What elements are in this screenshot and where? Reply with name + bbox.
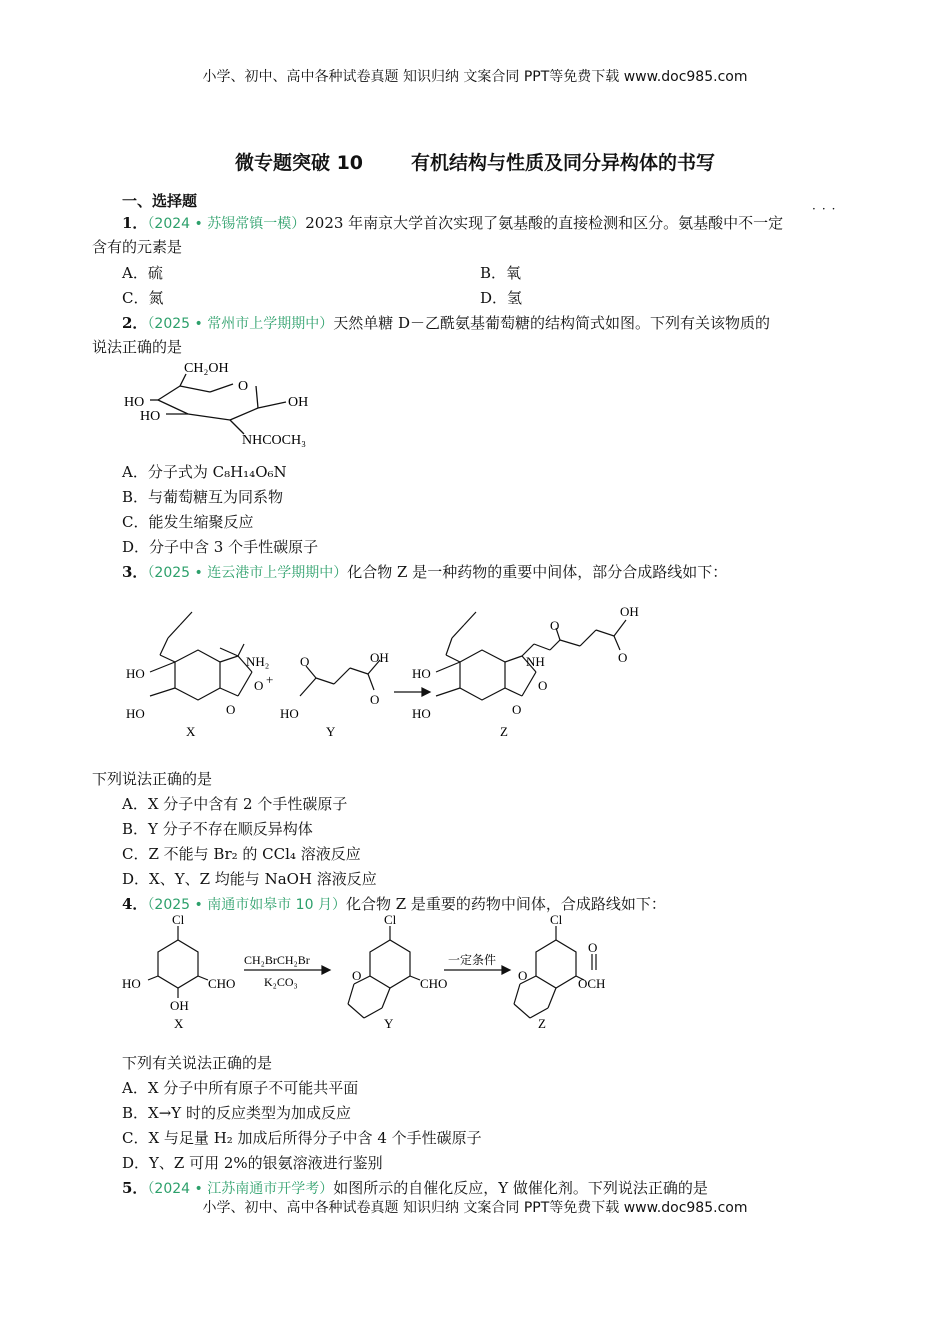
z-acid-o: O — [618, 650, 628, 665]
q4-option-a: A．X 分子中所有原子不可能共平面 — [122, 1079, 359, 1097]
z-carbonyl-o: O — [588, 940, 598, 955]
question-2-text: 天然单糖 D－乙酰氨基葡萄糖的结构简式如图。下列有关该物质的 — [333, 314, 771, 332]
footer-banner: 小学、初中、高中各种试卷真题 知识归纳 文案合同 PPT等免费下载 www.doc985.com — [202, 1200, 748, 1216]
question-1-text: 2023 年南京大学首次实现了氨基酸的直接检测和区分。氨基酸中不一定 — [305, 214, 784, 232]
q1-option-c: C．氮 — [122, 289, 164, 307]
question-1-number: 1． — [122, 214, 148, 232]
z-ring-o: O — [512, 702, 522, 717]
ring-oxygen-label: O — [238, 379, 249, 394]
z-amide-o: O — [550, 618, 560, 633]
z-cl: Cl — [550, 912, 563, 927]
q4-reaction-scheme — [118, 908, 638, 1036]
label-z: Z — [500, 724, 508, 739]
page-title — [0, 148, 950, 175]
z-oh: OH — [620, 604, 639, 619]
q2-option-b: B．与葡萄糖互为同系物 — [122, 488, 284, 506]
q4-option-c: C．X 与足量 H₂ 加成后所得分子中含 4 个手性碳原子 — [122, 1129, 482, 1147]
question-1-line1 — [122, 212, 882, 235]
question-2-line1 — [122, 312, 882, 335]
section-heading: 一、选择题 — [122, 192, 198, 210]
title-topic-name: 有机结构与性质及同分异构体的书写 — [411, 152, 716, 174]
question-3-source: （2025 • 连云港市上学期期中） — [147, 565, 348, 581]
z-o-1: O — [518, 968, 528, 983]
y-ho: HO — [280, 706, 299, 721]
y-o-2: O — [370, 692, 380, 707]
q4-label-z: Z — [538, 1016, 546, 1031]
question-3-lead: 下列说法正确的是 — [92, 770, 213, 788]
question-1-line2: 含有的元素是 — [92, 238, 183, 256]
q4-label-x: X — [174, 1016, 184, 1031]
y-cho: CHO — [420, 976, 448, 991]
z-ho-2: HO — [412, 706, 431, 721]
nhcoch3-label: NHCOCH₃ — [242, 433, 306, 448]
question-2-number: 2． — [122, 314, 148, 332]
question-4-lead: 下列有关说法正确的是 — [122, 1054, 273, 1072]
glucosamine-structure — [118, 356, 338, 456]
q3-option-c: C．Z 不能与 Br₂ 的 CCl₄ 溶液反应 — [122, 845, 361, 863]
q3-option-d: D．X、Y、Z 均能与 NaOH 溶液反应 — [122, 870, 377, 888]
q4-label-y: Y — [384, 1016, 394, 1031]
q1-option-b: B．氧 — [480, 264, 522, 282]
question-2-line2: 说法正确的是 — [92, 338, 183, 356]
x-nh2: NH₂ — [246, 654, 270, 669]
header-banner: 小学、初中、高中各种试卷真题 知识归纳 文案合同 PPT等免费下载 www.doc985.com — [202, 69, 748, 85]
x-ho-1: HO — [126, 666, 145, 681]
q2-option-a: A．分子式为 C₈H₁₄O₆N — [122, 463, 287, 481]
question-3-line1 — [122, 561, 882, 584]
q1-option-a: A．硫 — [122, 264, 163, 282]
ho-label-1: HO — [124, 395, 145, 410]
q4-option-d: D．Y、Z 可用 2%的银氨溶液进行鉴别 — [122, 1154, 383, 1172]
z-nh: NH — [526, 654, 545, 669]
label-y: Y — [326, 724, 336, 739]
x-cl: Cl — [172, 912, 185, 927]
question-5-text: 如图所示的自催化反应，Y 做催化剂。下列说法正确的是 — [333, 1179, 708, 1197]
question-2-source: （2025 • 常州市上学期期中） — [147, 316, 334, 332]
z-ho-1: HO — [412, 666, 431, 681]
y-o-1: O — [352, 968, 362, 983]
x-cho: CHO — [208, 976, 236, 991]
x-ho-2: HO — [126, 706, 145, 721]
y-cl: Cl — [384, 912, 397, 927]
y-oh: OH — [370, 650, 389, 665]
reagent-top: CH₂BrCH₂Br — [244, 953, 310, 967]
question-5-number: 5． — [122, 1179, 148, 1197]
q3-option-b: B．Y 分子不存在顺反异构体 — [122, 820, 313, 838]
oh-label: OH — [288, 395, 309, 410]
x-ho: HO — [122, 976, 141, 991]
q1-option-d: D．氢 — [480, 289, 523, 307]
question-5-source: （2024 • 江苏南通市开学考） — [147, 1181, 334, 1197]
label-x: X — [186, 724, 196, 739]
q3-reaction-scheme — [120, 600, 660, 745]
question-4-source: （2025 • 南通市如皋市 10 月） — [147, 897, 346, 913]
question-1-source: （2024 • 苏锡常镇一模） — [147, 216, 306, 232]
question-4-number: 4． — [122, 895, 148, 913]
question-4-text: 化合物 Z 是重要的药物中间体，合成路线如下： — [345, 895, 666, 913]
x-ring-o: O — [226, 702, 236, 717]
question-3-text: 化合物 Z 是一种药物的重要中间体，部分合成路线如下： — [347, 563, 728, 581]
plus-sign: + — [266, 672, 274, 687]
emphasis-dots: ··· — [812, 202, 842, 216]
z-carbonyl-o: O — [538, 678, 548, 693]
ho-label-2: HO — [140, 409, 161, 424]
q3-option-a: A．X 分子中含有 2 个手性碳原子 — [122, 795, 348, 813]
q4-option-b: B．X→Y 时的反应类型为加成反应 — [122, 1104, 351, 1122]
q2-option-c: C．能发生缩聚反应 — [122, 513, 254, 531]
x-oh: OH — [170, 998, 189, 1013]
y-o-1: O — [300, 654, 310, 669]
reagent-bottom: K₂CO₃ — [264, 975, 298, 989]
condition-label: 一定条件 — [448, 953, 497, 967]
ch2oh-label: CH₂OH — [184, 361, 229, 376]
x-carbonyl-o: O — [254, 678, 264, 693]
title-topic-number: 微专题突破 10 — [234, 152, 364, 174]
question-3-number: 3． — [122, 563, 148, 581]
q2-option-d: D．分子中含 3 个手性碳原子 — [122, 538, 319, 556]
z-och: OCH — [578, 976, 606, 991]
